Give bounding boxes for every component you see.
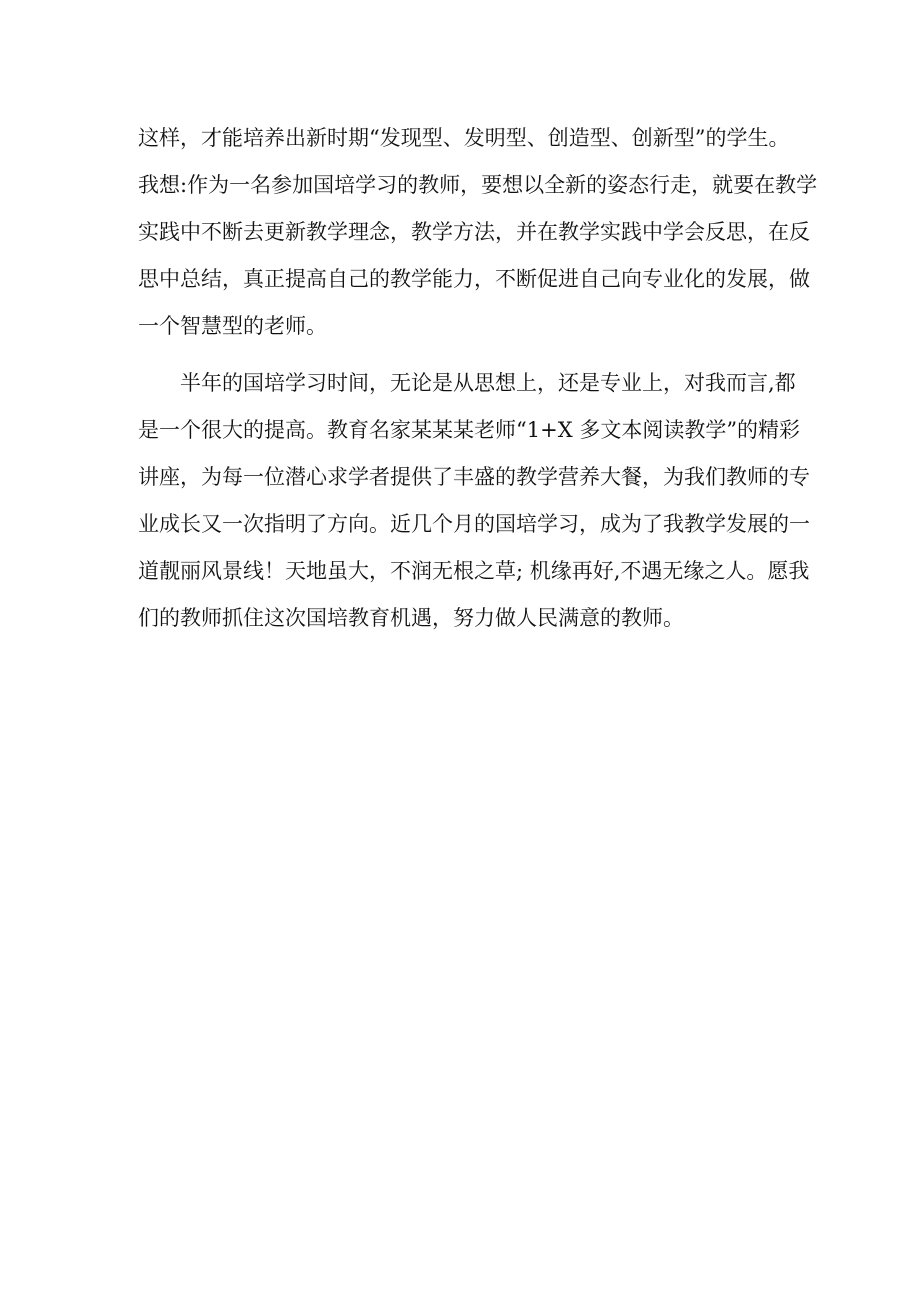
paragraph-2-line-4: 业成长又一次指明了方向。近几个月的国培学习，成为了我教学发展的一 <box>138 512 810 536</box>
paragraph-1-line-1: 这样，才能培养出新时期“发现型、发明型、创造型、创新型”的学生。 <box>138 126 790 150</box>
paragraph-2-line-6: 们的教师抓住这次国培教育机遇，努力做人民满意的教师。 <box>138 606 684 630</box>
paragraph-1-line-3: 实践中不断去更新教学理念，教学方法，并在教学实践中学会反思，在反 <box>138 220 810 244</box>
paragraph-2-line-2: 是一个很大的提高。教育名家某某某老师“1+X 多文本阅读教学”的精彩 <box>138 418 801 442</box>
paragraph-1-line-5: 一个智慧型的老师。 <box>138 314 327 338</box>
paragraph-1-line-4: 思中总结，真正提高自己的教学能力，不断促进自己向专业化的发展，做 <box>138 267 810 291</box>
paragraph-1-line-2: 我想:作为一名参加国培学习的教师，要想以全新的姿态行走，就要在教学 <box>138 173 818 197</box>
paragraph-2-line-3: 讲座，为每一位潜心求学者提供了丰盛的教学营养大餐，为我们教师的专 <box>138 465 810 489</box>
paragraph-2-line-1: 半年的国培学习时间，无论是从思想上，还是专业上，对我而言,都 <box>180 371 796 395</box>
paragraph-2-line-5: 道靓丽风景线！天地虽大，不润无根之草; 机缘再好,不遇无缘之人。愿我 <box>138 559 810 583</box>
